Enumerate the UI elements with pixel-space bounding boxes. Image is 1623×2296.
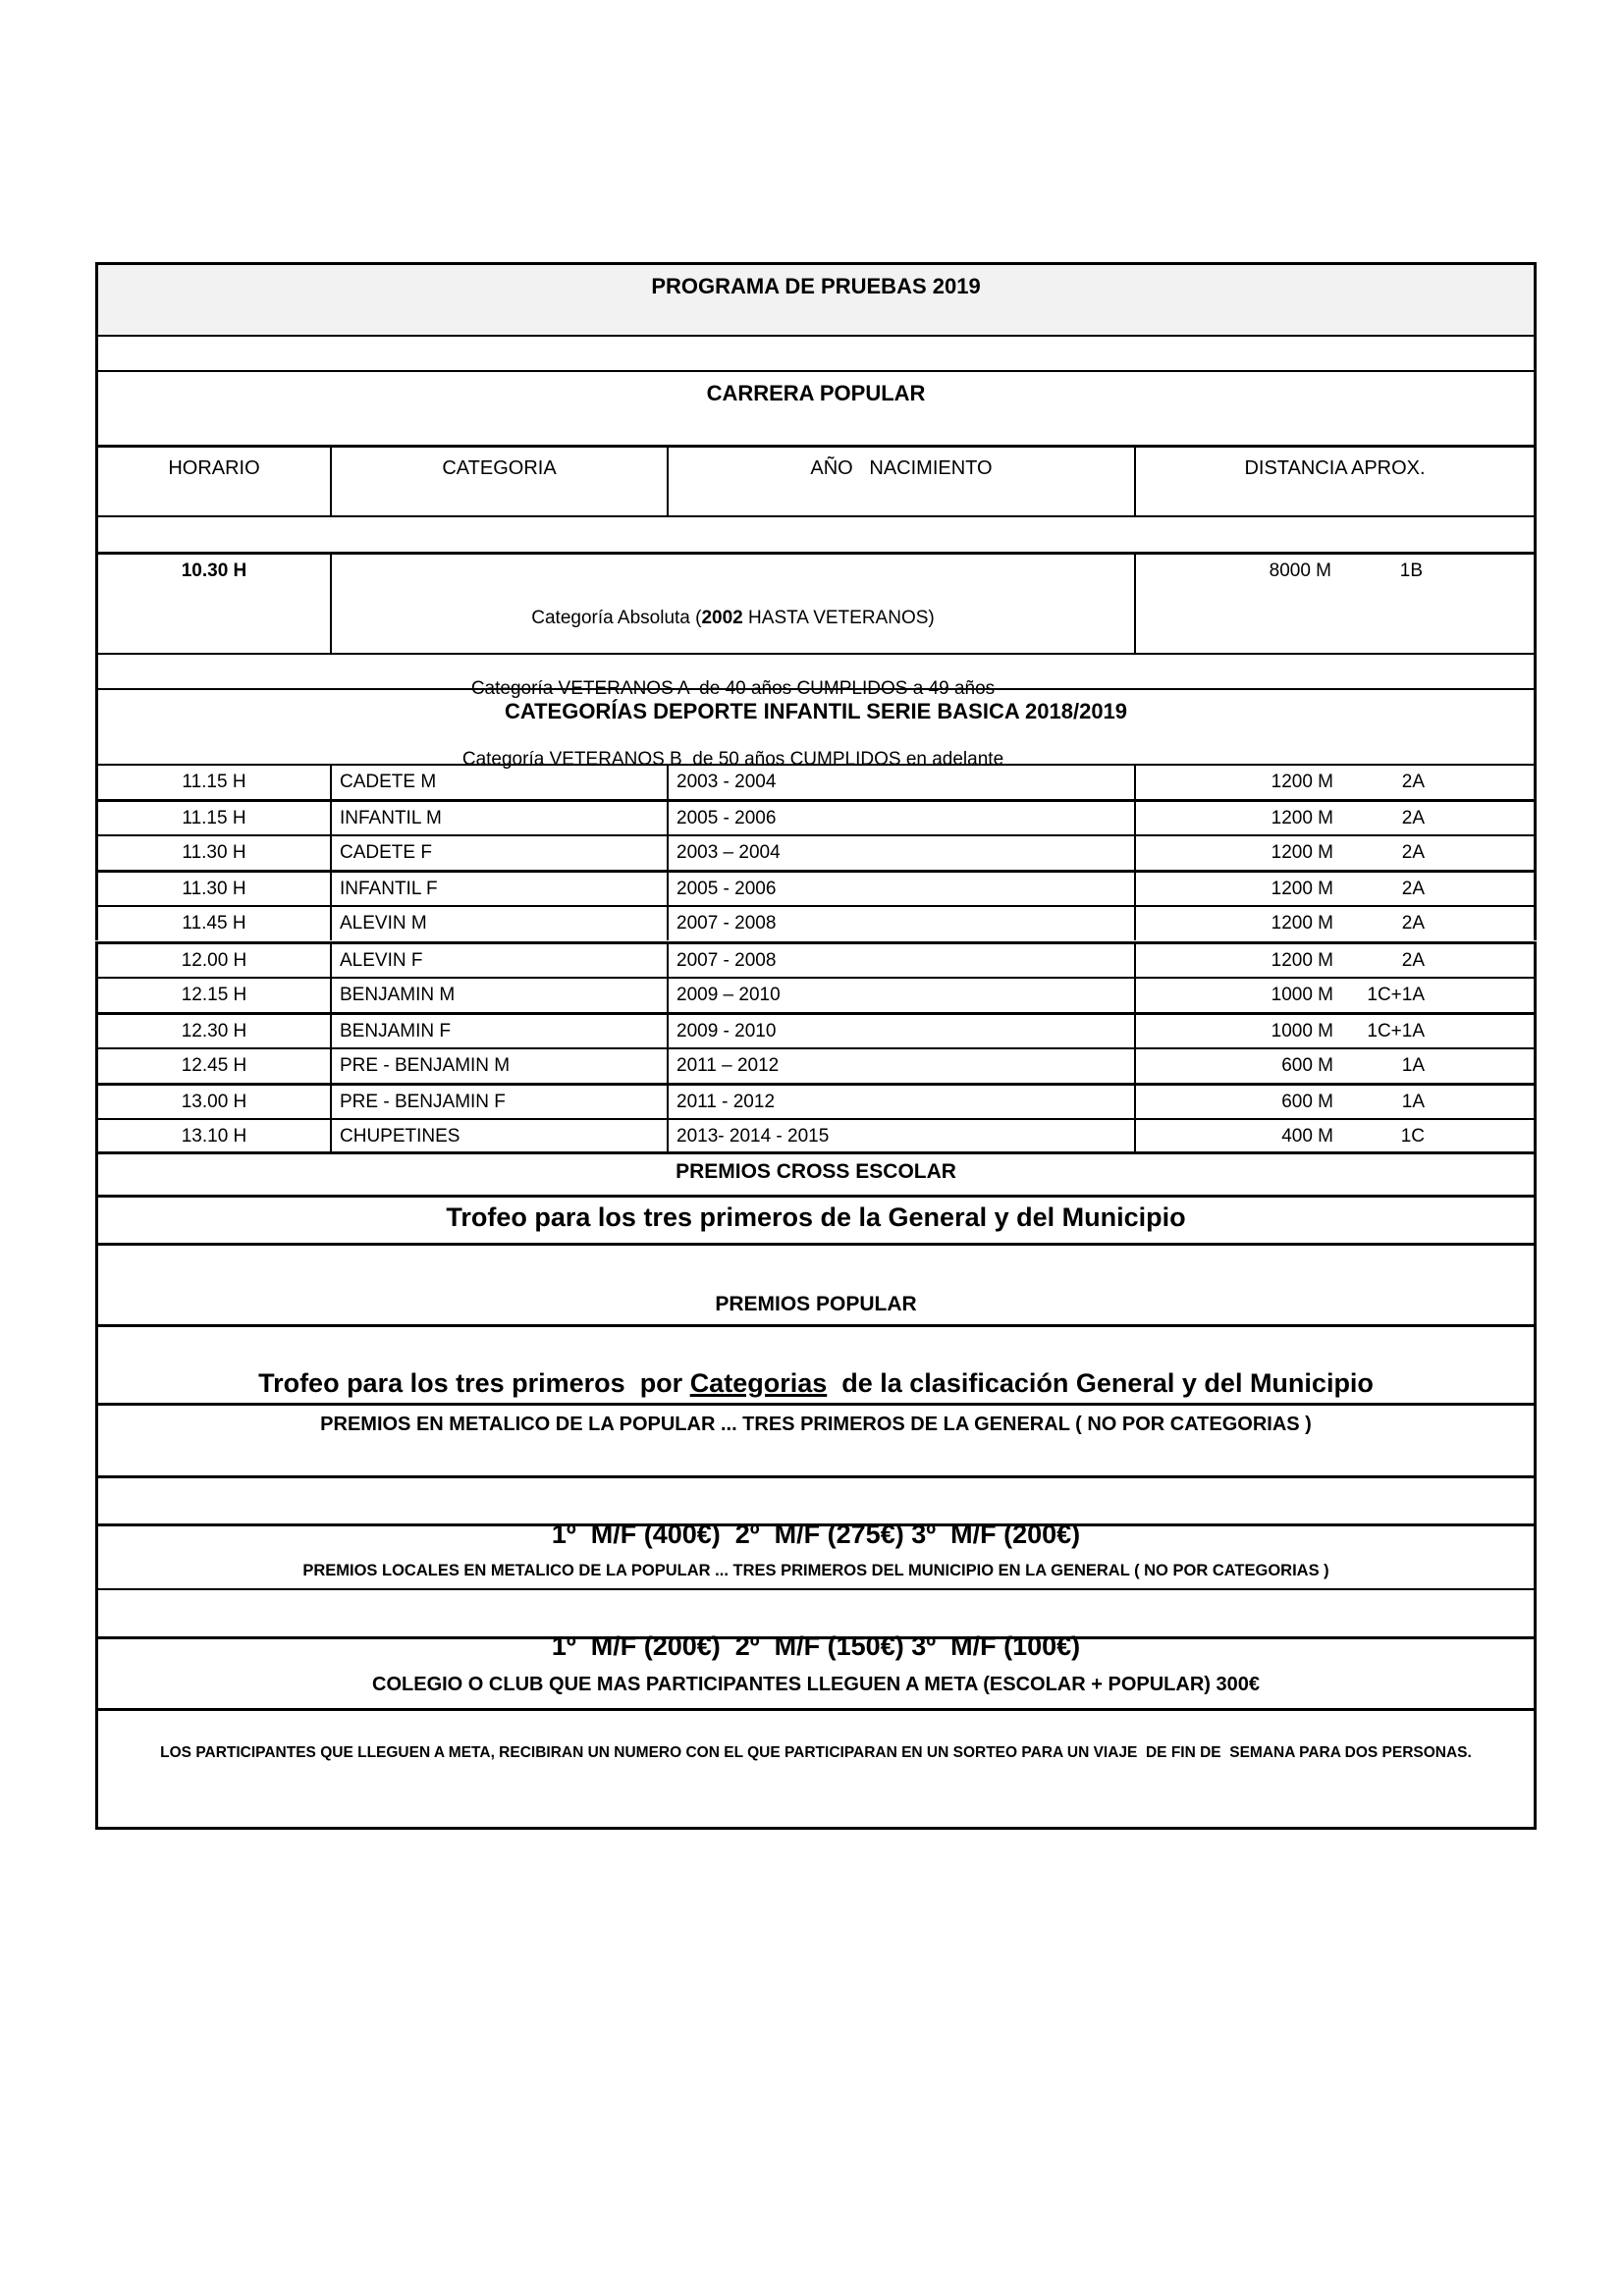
colegio-row (95, 1636, 1537, 1708)
row-years: 2003 - 2004 (667, 766, 1134, 799)
row-code: 2A (1401, 949, 1425, 971)
row-distance-cell (1134, 979, 1534, 1012)
carrera-popular-row (95, 370, 1537, 445)
row-category: BENJAMIN M (330, 979, 667, 1012)
row-distance: 600 M (1281, 1091, 1333, 1112)
row-category: ALEVIN F (330, 944, 667, 977)
row-code: 2A (1401, 913, 1425, 934)
row-distance-cell (1134, 836, 1534, 870)
row-years: 2013- 2014 - 2015 (667, 1120, 1134, 1153)
spacer-row (95, 335, 1537, 370)
infantil-heading-row (95, 688, 1537, 764)
cross-trofeo-text: Trofeo para los tres primeros de la General y del Municipio (446, 1202, 1186, 1232)
row-code: 1A (1401, 1091, 1425, 1112)
table-row (95, 1083, 1537, 1118)
column-header-row (95, 445, 1537, 515)
row-distance: 1000 M (1271, 984, 1333, 1005)
metalico-amounts-row (95, 1475, 1537, 1549)
row-time: 13.10 H (181, 1126, 247, 1147)
row-category: BENJAMIN F (330, 1015, 667, 1047)
row-category: INFANTIL M (330, 802, 667, 834)
table-row (95, 834, 1537, 870)
metalico-amounts: 1º M/F (400€) 2º M/F (275€) 3º M/F (200€) (551, 1520, 1081, 1549)
table-row (95, 870, 1537, 905)
row-code: 2A (1401, 808, 1425, 829)
table-row (95, 764, 1537, 799)
table-row (95, 977, 1537, 1012)
row-category: CHUPETINES (330, 1120, 667, 1153)
line1-prefix: Categoría Absoluta ( (531, 608, 702, 628)
locales-amounts-row (95, 1588, 1537, 1661)
row-years: 2003 – 2004 (667, 836, 1134, 870)
table-row (95, 905, 1537, 940)
colegio-text: COLEGIO O CLUB QUE MAS PARTICIPANTES LLEGUEN A META (ESCOLAR + POPULAR) 300€ (372, 1674, 1260, 1695)
row-distance-cell (1134, 907, 1534, 940)
header-horario: HORARIO (168, 457, 260, 479)
row-time: 11.30 H (182, 879, 246, 900)
title-row (95, 262, 1537, 335)
metalico-row (95, 1403, 1537, 1475)
row-distance-cell (1134, 766, 1534, 799)
main-event-distance: 8000 M (1269, 561, 1331, 581)
row-time: 12.30 H (181, 1020, 247, 1041)
locales-row (95, 1523, 1537, 1588)
row-time: 12.15 H (181, 984, 247, 1005)
row-distance: 1200 M (1271, 772, 1333, 792)
row-time: 11.15 H (182, 808, 246, 829)
row-distance: 1200 M (1271, 879, 1333, 900)
row-distance: 600 M (1281, 1054, 1333, 1076)
sorteo-row (95, 1708, 1537, 1830)
row-category: INFANTIL F (330, 873, 667, 905)
row-category: CADETE M (330, 766, 667, 799)
page-title: PROGRAMA DE PRUEBAS 2019 (651, 274, 981, 298)
cross-trofeo-row (95, 1195, 1537, 1243)
line1-suffix: HASTA VETERANOS) (742, 608, 935, 628)
row-distance: 400 M (1281, 1126, 1333, 1147)
popular-trofeo-prefix: Trofeo para los tres primeros por (258, 1368, 690, 1398)
premios-cross-heading: PREMIOS CROSS ESCOLAR (676, 1160, 956, 1183)
row-years: 2009 – 2010 (667, 979, 1134, 1012)
row-distance-cell (1134, 873, 1534, 905)
row-distance: 1200 M (1271, 913, 1333, 934)
popular-trofeo-suffix: de la clasificación General y del Municipio (827, 1368, 1374, 1398)
table-row (95, 799, 1537, 834)
sorteo-text: LOS PARTICIPANTES QUE LLEGUEN A META, RECIBIRAN UN NUMERO CON EL QUE PARTICIPARAN EN UN SORTEO PARA UN VIAJE DE FIN DE SEMANA PARA DOS PERSONAS. (160, 1744, 1472, 1761)
spacer-row (95, 515, 1537, 552)
main-event-code: 1B (1399, 561, 1423, 581)
row-distance-cell (1134, 1120, 1534, 1153)
premios-popular-heading: PREMIOS POPULAR (715, 1293, 917, 1315)
row-category: CADETE F (330, 836, 667, 870)
row-years: 2011 - 2012 (667, 1086, 1134, 1118)
row-distance: 1000 M (1271, 1020, 1333, 1041)
carrera-popular-heading: CARRERA POPULAR (706, 381, 926, 405)
main-event-line-1 (332, 607, 1134, 630)
row-time: 11.45 H (182, 913, 246, 934)
popular-trofeo-row (95, 1324, 1537, 1403)
line1-year: 2002 (701, 608, 743, 628)
premios-cross-row (95, 1151, 1537, 1195)
table-row (95, 941, 1537, 977)
row-time: 11.15 H (182, 772, 246, 792)
table-row (95, 1118, 1537, 1153)
row-time: 12.45 H (181, 1054, 247, 1076)
row-distance-cell (1134, 1086, 1534, 1118)
main-event-line-3: Categoría VETERANOS B de 50 años CUMPLIDOS en adelante (461, 749, 1004, 770)
table-row (95, 1012, 1537, 1047)
popular-trofeo-text (98, 1362, 1534, 1399)
row-years: 2009 - 2010 (667, 1015, 1134, 1047)
spacer-row (95, 653, 1537, 688)
table-row (95, 1047, 1537, 1083)
header-distancia: DISTANCIA APROX. (1134, 448, 1534, 515)
row-years: 2005 - 2006 (667, 802, 1134, 834)
main-event-time: 10.30 H (181, 561, 247, 581)
row-years: 2007 - 2008 (667, 907, 1134, 940)
row-distance-cell (1134, 1015, 1534, 1047)
metalico-heading: PREMIOS EN METALICO DE LA POPULAR ... TRES PRIMEROS DE LA GENERAL ( NO POR CATEGORIAS ) (320, 1414, 1312, 1435)
header-categoria: CATEGORIA (330, 448, 667, 515)
main-event-line-2: Categoría VETERANOS A de 40 años CUMPLIDOS a 49 años (470, 678, 996, 699)
locales-amounts: 1º M/F (200€) 2º M/F (150€) 3º M/F (100€) (551, 1631, 1081, 1661)
row-distance: 1200 M (1271, 949, 1333, 971)
row-code: 1C (1400, 1126, 1425, 1147)
row-code: 2A (1401, 772, 1425, 792)
row-category: ALEVIN M (330, 907, 667, 940)
row-time: 12.00 H (181, 949, 247, 971)
row-distance-cell (1134, 802, 1534, 834)
row-category: PRE - BENJAMIN M (330, 1049, 667, 1083)
row-time: 11.30 H (182, 842, 246, 864)
row-years: 2005 - 2006 (667, 873, 1134, 905)
row-code: 2A (1401, 879, 1425, 900)
row-distance: 1200 M (1271, 842, 1333, 864)
row-distance: 1200 M (1271, 808, 1333, 829)
premios-popular-row (95, 1243, 1537, 1324)
popular-trofeo-categorias: Categorias (689, 1368, 828, 1398)
infantil-heading: CATEGORÍAS DEPORTE INFANTIL SERIE BASICA 2018/2019 (504, 699, 1128, 723)
row-time: 13.00 H (181, 1091, 247, 1112)
row-category: PRE - BENJAMIN F (330, 1086, 667, 1118)
row-code: 1C+1A (1367, 1020, 1425, 1041)
row-code: 1C+1A (1367, 984, 1425, 1005)
header-ano-nacimiento: AÑO NACIMIENTO (667, 448, 1134, 515)
row-distance-cell (1134, 1049, 1534, 1083)
main-event-distance-cell (1134, 555, 1534, 653)
row-years: 2011 – 2012 (667, 1049, 1134, 1083)
row-code: 1A (1401, 1054, 1425, 1076)
locales-heading: PREMIOS LOCALES EN METALICO DE LA POPULAR ... TRES PRIMEROS DEL MUNICIPIO EN LA GENERAL ( NO POR CATEGORIAS ) (302, 1562, 1329, 1579)
row-distance-cell (1134, 944, 1534, 977)
row-code: 2A (1401, 842, 1425, 864)
row-years: 2007 - 2008 (667, 944, 1134, 977)
